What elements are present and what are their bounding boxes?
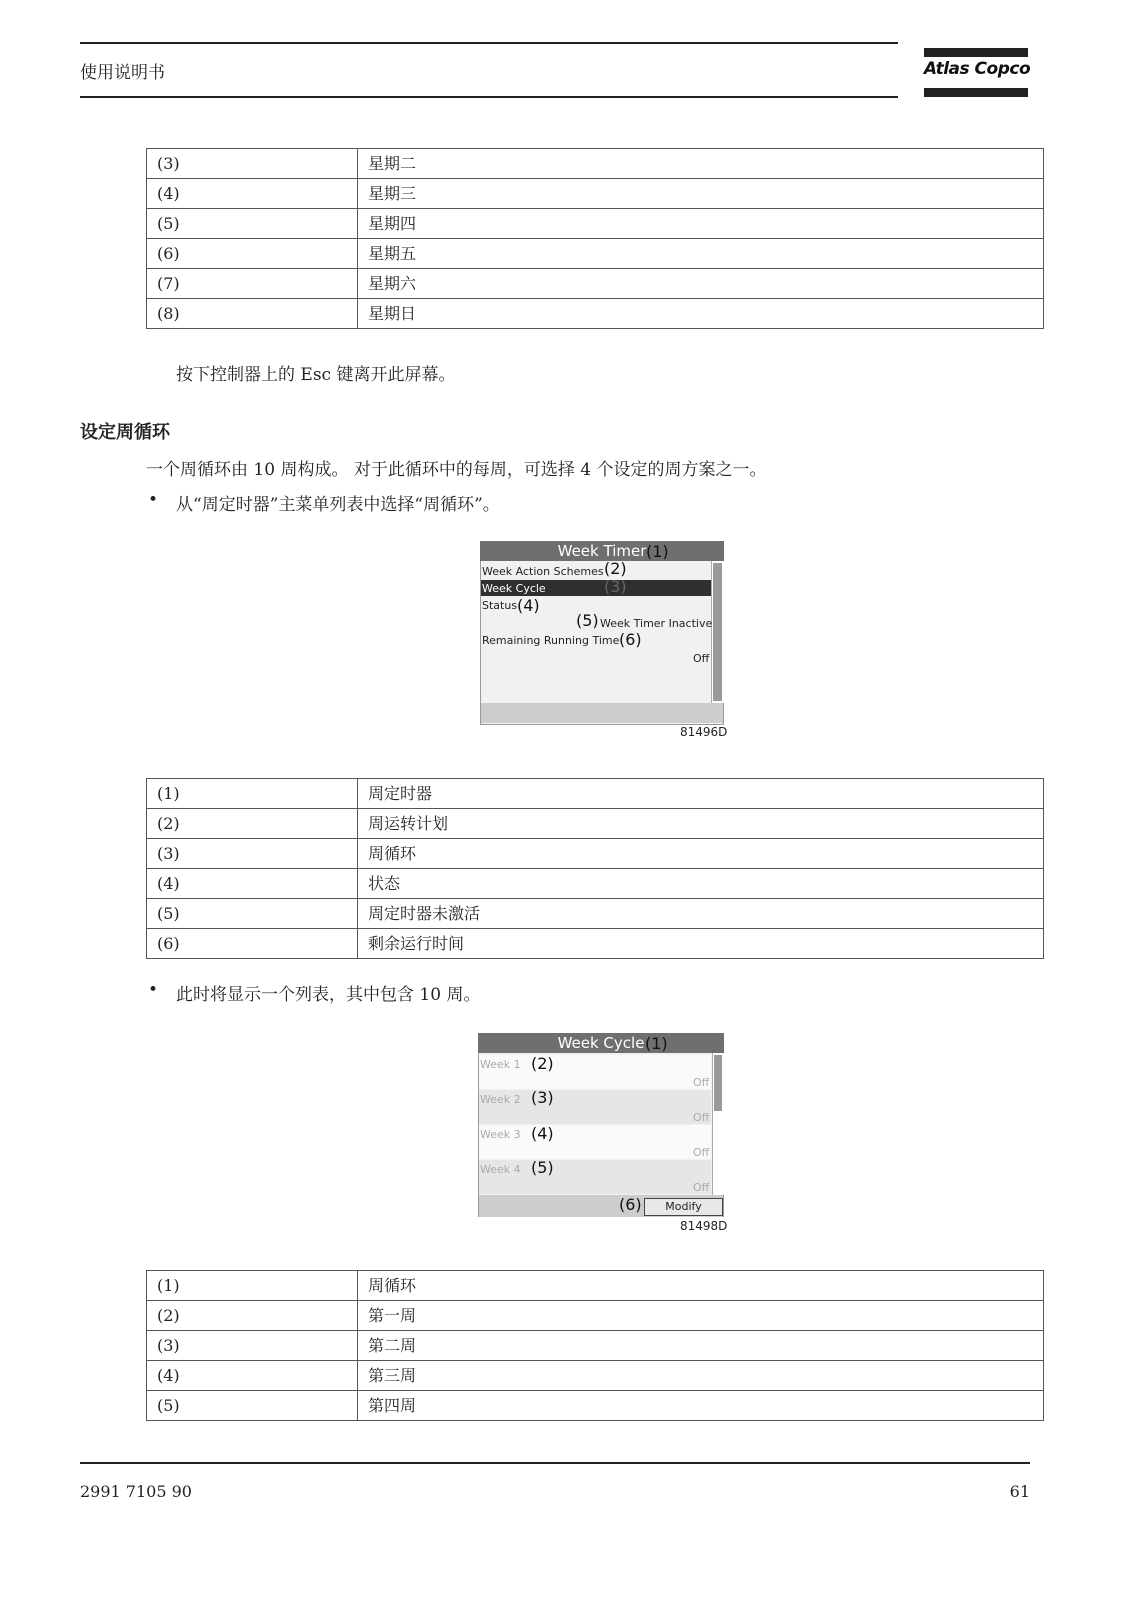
esc-note: 按下控制器上的 Esc 键离开此屏幕。 <box>176 365 456 385</box>
weeks-table <box>146 1270 1044 1421</box>
screen-title: Week Cycle <box>478 1033 724 1053</box>
table-row: (2) 第一周 <box>147 1301 1044 1331</box>
callout-6: (6) <box>619 630 642 649</box>
figure-id-1: 81496D <box>680 725 728 739</box>
scrollbar-thumb[interactable] <box>714 1055 722 1111</box>
page-number: 61 <box>1009 1482 1030 1501</box>
callout-5: (5) <box>576 611 599 630</box>
table-row: (1) 周定时器 <box>147 779 1044 809</box>
section-heading: 设定周循环 <box>80 422 170 443</box>
header-rule-bottom <box>80 96 898 98</box>
menu-item-status[interactable]: Status <box>482 599 518 612</box>
bullet-text-2: 此时将显示一个列表，其中包含 10 周。 <box>176 985 481 1005</box>
week-1-label: Week 1 <box>480 1058 521 1071</box>
header-title: 使用说明书 <box>80 63 165 83</box>
week-2-value: Off <box>693 1111 710 1124</box>
week-4-value: Off <box>693 1181 710 1194</box>
table-row: (4) 状态 <box>147 869 1044 899</box>
bullet-text-1: 从“周定时器”主菜单列表中选择“周循环”。 <box>176 495 500 515</box>
modify-button[interactable]: Modify <box>644 1198 723 1216</box>
status-value: Week Timer Inactive <box>600 617 713 630</box>
callout-6: (6) <box>619 1195 642 1214</box>
week-cycle-screenshot <box>478 1033 730 1238</box>
doc-number: 2991 7105 90 <box>80 1482 192 1501</box>
table-row: (5) 星期四 <box>147 209 1044 239</box>
screen-title: Week Timer <box>480 541 724 561</box>
section-intro: 一个周循环由 10 周构成。 对于此循环中的每周，可选择 4 个设定的周方案之一。 <box>146 460 767 480</box>
week-1-value: Off <box>693 1076 710 1089</box>
table-row: (3) 第二周 <box>147 1331 1044 1361</box>
table-row: (8) 星期日 <box>147 299 1044 329</box>
callout-1: (1) <box>645 1034 668 1053</box>
remaining-value: Off <box>693 652 710 665</box>
week-timer-screenshot <box>480 541 730 741</box>
table-row: (5) 周定时器未激活 <box>147 899 1044 929</box>
table-row: (3) 星期二 <box>147 149 1044 179</box>
footer-rule <box>80 1462 1030 1464</box>
header-rule-top <box>80 42 898 44</box>
screen-bottom-bar <box>481 703 723 723</box>
figure-id-2: 81498D <box>680 1219 728 1233</box>
week-2-label: Week 2 <box>480 1093 521 1106</box>
bullet-dot: • <box>148 490 159 510</box>
week-3-value: Off <box>693 1146 710 1159</box>
callout-3: (3) <box>604 577 627 596</box>
callout-4: (4) <box>531 1124 554 1143</box>
menu-item-remaining-running-time[interactable]: Remaining Running Time <box>482 634 620 647</box>
bullet-dot: • <box>148 980 159 1000</box>
logo-bar-top <box>924 48 1028 57</box>
week-3-label: Week 3 <box>480 1128 521 1141</box>
table-row: (6) 剩余运行时间 <box>147 929 1044 959</box>
callout-2: (2) <box>531 1054 554 1073</box>
atlas-copco-logo: Atlas Copco <box>923 59 1031 79</box>
menu-table <box>146 778 1044 959</box>
menu-item-week-cycle[interactable]: Week Cycle <box>482 582 546 595</box>
menu-item-week-action-schemes[interactable]: Week Action Schemes <box>482 565 604 578</box>
table-row: (3) 周循环 <box>147 839 1044 869</box>
callout-4: (4) <box>517 596 540 615</box>
week-4-label: Week 4 <box>480 1163 521 1176</box>
table-row: (4) 星期三 <box>147 179 1044 209</box>
days-table <box>146 148 1044 329</box>
callout-3: (3) <box>531 1088 554 1107</box>
table-row: (2) 周运转计划 <box>147 809 1044 839</box>
callout-2: (2) <box>604 559 627 578</box>
table-row: (6) 星期五 <box>147 239 1044 269</box>
table-row: (4) 第三周 <box>147 1361 1044 1391</box>
table-row: (1) 周循环 <box>147 1271 1044 1301</box>
callout-1: (1) <box>646 542 669 561</box>
table-row: (7) 星期六 <box>147 269 1044 299</box>
callout-5: (5) <box>531 1158 554 1177</box>
scrollbar-thumb[interactable] <box>713 563 722 701</box>
table-row: (5) 第四周 <box>147 1391 1044 1421</box>
logo-bar-bottom <box>924 88 1028 97</box>
